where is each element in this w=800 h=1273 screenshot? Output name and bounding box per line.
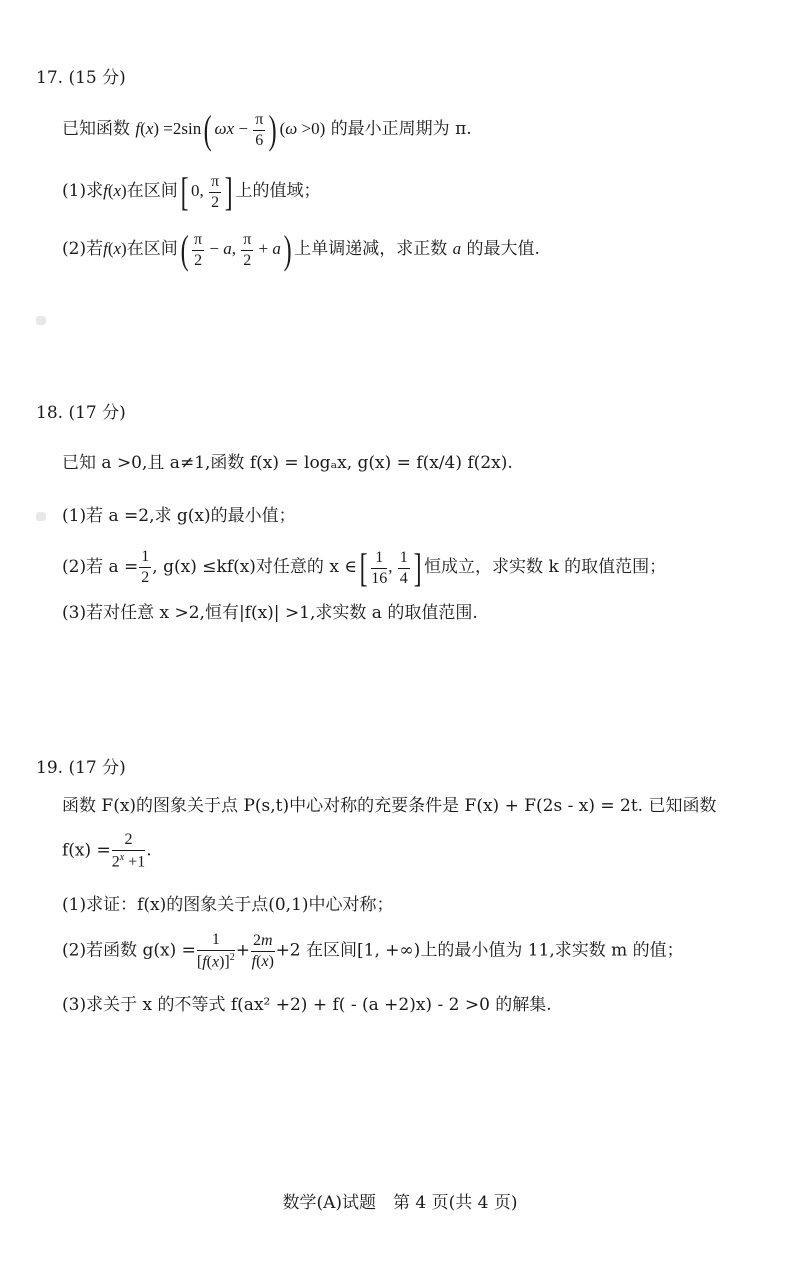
q19-part2: (2)若函数 g(x) = $\frac{1}{[f(x)]^2}$ + $\frac{2m}{f(x)}$ +2 在区间[1, +∞)上的最小值为 11,求实数 m 的值； [62,931,684,971]
q18-stem: 已知 a >0,且 a≠1,函数 f(x) = logₐx, g(x) = f(x/4) f(2x). [62,453,513,473]
q18-part2: (2)若 a = $\frac{1}{2}$ , g(x) ≤kf(x)对任意的 x ∈[ $\frac{1}{16}$ , $\frac{1}{4}$ ] 恒成立，求实数 k 的取值范围； [62,545,667,590]
q17-part2-text-d: 的最大值. [466,238,540,259]
q19-part3: (3)求关于 x 的不等式 f(ax² +2) + f( - (a +2)x) - 2 >0 的解集. [62,995,552,1015]
q19-stem-line2: f(x) = $\frac{2}{2^x +1}$ . [62,831,152,871]
q19-header: 19. (17 分) [36,758,126,778]
q19-part2-text-b: +2 在区间[1, +∞)上的最小值为 11,求实数 m 的值； [275,940,684,961]
page-footer: 数学(A)试题 第 4 页(共 4 页) [282,1193,518,1213]
q19-part1: (1)求证：f(x)的图象关于点(0,1)中心对称； [62,895,394,915]
scan-mark-2 [36,512,46,521]
q19-stem-line1: 函数 F(x)的图象关于点 P(s,t)中心对称的充要条件是 F(x) + F(2s - x) = 2t. 已知函数 [62,796,717,816]
q18-part1: (1)若 a =2,求 g(x)的最小值； [62,506,296,526]
q17-part2-text-a: (2)若 [62,238,104,259]
q17-part1: (1)求f(x)在区间[ 0, $\frac{\pi}{2}$ ] 上的值域； [62,169,321,214]
q18-part2-text-b: , g(x) ≤kf(x)对任意的 x ∈ [152,556,357,577]
q17-part2-text-c: 上单调递减，求正数 [294,238,448,259]
q17-stem-text-a: 已知函数 [62,118,130,139]
q17-part2: (2)若f(x)在区间( $\frac{\pi}{2}$ − a, $\frac{\pi}{2}$ + a) 上单调递减，求正数 a 的最大值. [62,227,540,272]
q17-stem-text-b: 的最小正周期为 π. [330,118,472,139]
q17-part1-text-b: 在区间 [126,180,178,201]
q18-part2-text-a: (2)若 a = [62,556,139,577]
q19-stem-fx: f(x) = [62,840,111,861]
q18-part2-text-c: 恒成立，求实数 k 的取值范围； [424,556,667,577]
q17-part2-text-b: 在区间 [126,238,178,259]
q18-part3: (3)若对任意 x >2,恒有|f(x)| >1,求实数 a 的取值范围. [62,603,478,623]
q17-part1-text-c: 上的值域； [235,180,321,201]
q18-header: 18. (17 分) [36,403,126,423]
q17-part1-text-a: (1)求 [62,180,104,201]
q19-part2-text-a: (2)若函数 g(x) = [62,940,196,961]
q17-header: 17. (15 分) [36,68,126,88]
q17-stem [62,107,472,152]
scan-mark [36,316,46,325]
q17-formula: f(x) =2sin( ωx − $\frac{\pi}{6}$ ) (ω >0) [135,107,326,152]
